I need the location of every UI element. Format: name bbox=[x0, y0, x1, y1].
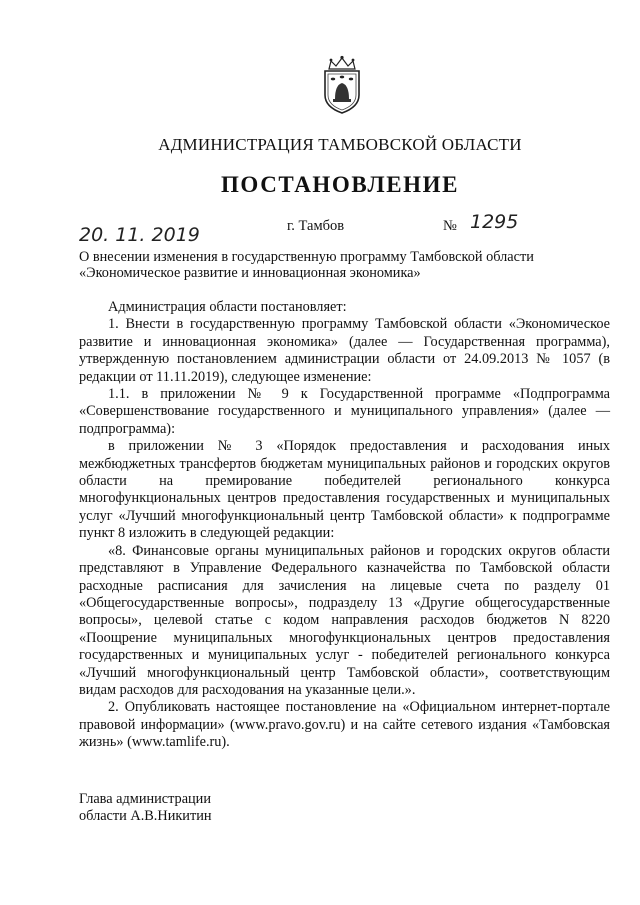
paragraph-1: 1. Внести в государственную программу Тамбовской области «Экономическое развитие и инновационная экономика» (далее — Государственная программа), утвержденную постановлением администрации области от 24.09.2013 № 1057 (в редакции от 11.11.2019), следующее изменение: bbox=[79, 316, 610, 385]
document-body bbox=[79, 299, 610, 752]
tambov-coat-of-arms-icon bbox=[319, 55, 365, 115]
paragraph-item-8: «8. Финансовые органы муниципальных районов и городских округов области представляют в Управление Федерального казначейства по Тамбовской области расходные расписания для зачисления на лицевые счета по разделу 01 «Общегосударственные вопросы», подразделу 13 «Другие общегосударственные вопросы», целевой статье с кодом направления расходов бюджетов N 8220 «Поощрение муниципальных многофункциональных центров предоставления государственных и муниципальных услуг - победителей регионального конкурса «Лучший многофункциональный центр Тамбовской области», соответствующим видам расходов для расходования на указанные цели.». bbox=[79, 542, 610, 698]
paragraph-1-1: 1.1. в приложении № 9 к Государственной программе «Подпрограмма «Совершенствование государственного и муниципального управления» (далее — подпрограмма): bbox=[79, 386, 610, 437]
paragraph-intro: Администрация области постановляет: bbox=[108, 299, 347, 315]
signature-title: Глава администрации bbox=[79, 791, 211, 807]
number-label: № bbox=[443, 218, 457, 234]
city-label: г. Тамбов bbox=[287, 218, 345, 234]
paragraph-2: 2. Опубликовать настоящее постановление на «Официальном интернет-портале правовой информации» (www.pravo.gov.ru) и на сайте сетевого издания «Тамбовская жизнь» (www.tamlife.ru). bbox=[79, 699, 610, 751]
paragraph-appendix: в приложении № 3 «Порядок предоставления и расходования иных межбюджетных трансфертов бюджетам муниципальных районов и городских округов области на премирование победителей регионального конкурса многофункциональных центров предоставления государственных и муниципальных услуг «Лучший многофункциональный центр Тамбовской области» к подпрограмме пункт 8 изложить в следующей редакции: bbox=[79, 438, 610, 542]
signature-block bbox=[79, 791, 212, 825]
handwritten-number: 1295 bbox=[470, 211, 519, 233]
organization-title: АДМИНИСТРАЦИЯ ТАМБОВСКОЙ ОБЛАСТИ bbox=[158, 135, 522, 154]
document-type-heading: ПОСТАНОВЛЕНИЕ bbox=[220, 172, 460, 197]
document-subject: О внесении изменения в государственную программу Тамбовской области «Экономическое развитие и инновационная экономика» bbox=[79, 249, 534, 281]
signature-name: области А.В.Никитин bbox=[79, 808, 212, 824]
handwritten-date: 20. 11. 2019 bbox=[79, 224, 200, 246]
